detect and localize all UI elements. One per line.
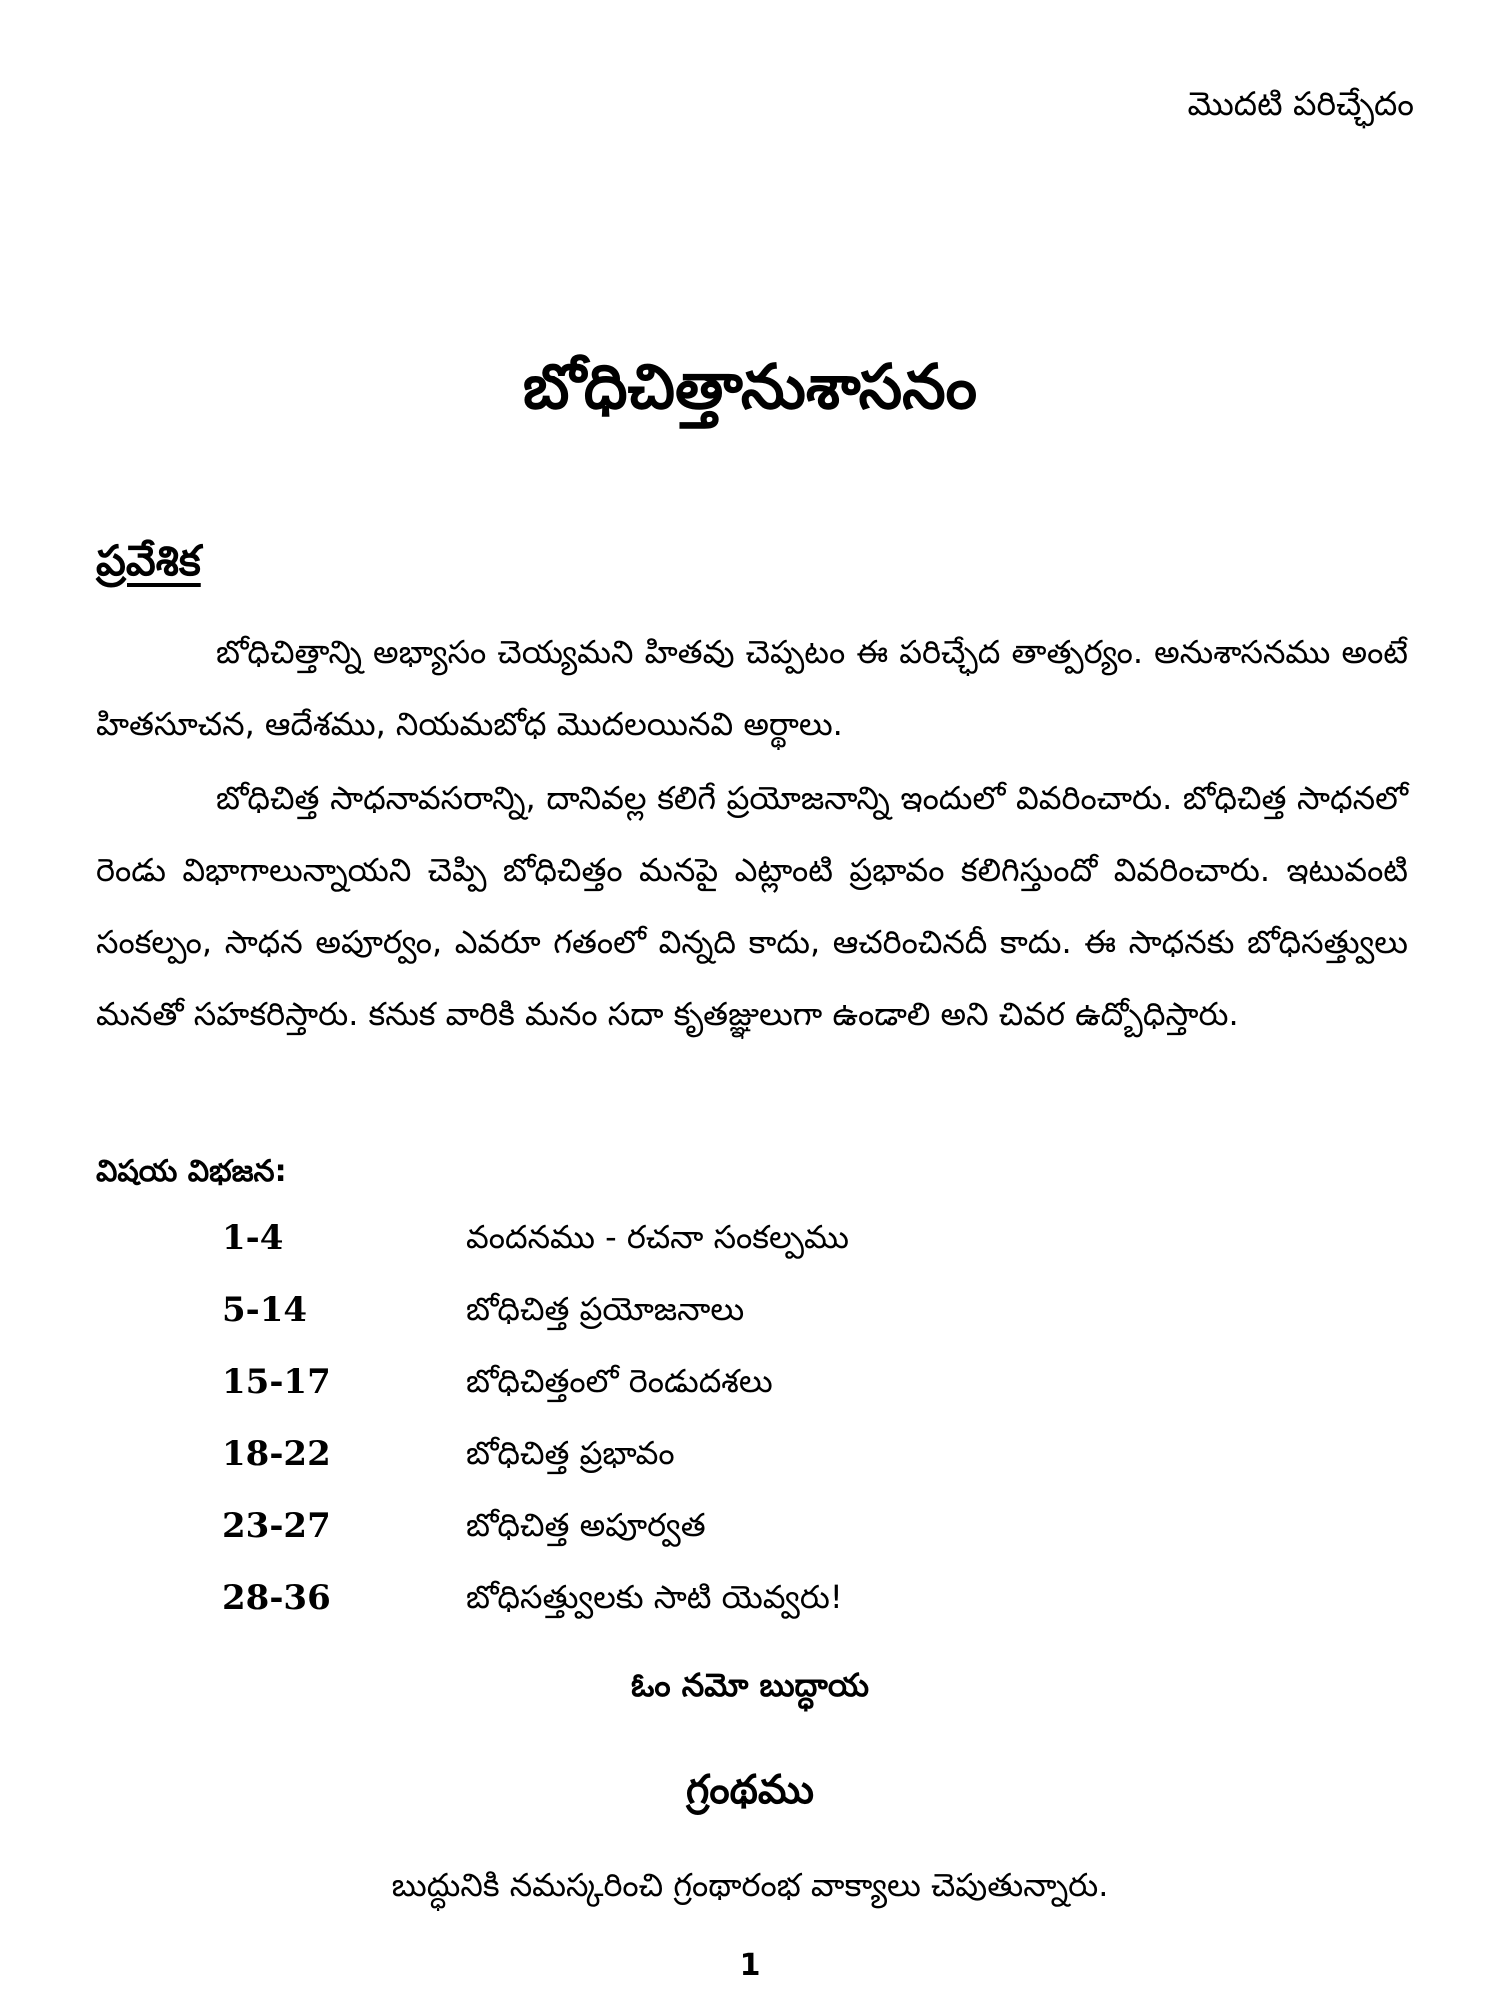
division-table [222, 1218, 849, 1650]
introduction-heading: ప్రవేశిక [96, 536, 201, 585]
division-row [222, 1218, 849, 1290]
chapter-title: బోధిచిత్తానుశాసనం [522, 350, 978, 423]
division-row [222, 1506, 849, 1578]
division-heading: విషయ విభజన: [96, 1154, 287, 1189]
verse-topic: బోధిచిత్తంలో రెండుదశలు [466, 1362, 773, 1400]
verse-topic: వందనము - రచనా సంకల్పము [466, 1218, 849, 1256]
grantha-heading: గ్రంథము [686, 1767, 814, 1813]
division-row [222, 1578, 849, 1650]
verse-topic: బోధిచిత్త ప్రభావం [466, 1434, 675, 1472]
running-header: మొదటి పరిచ్ఛేదం [1187, 84, 1414, 123]
verse-range: 1-4 [222, 1218, 284, 1258]
introduction-paragraph: బోధిచిత్తాన్ని అభ్యాసం చెయ్యమని హితవు చెప్పటం ఈ పరిచ్ఛేద తాత్పర్యం. అనుశాసనము అంటే హితసూచన, ఆదేశము, నియమబోధ మొదలయినవి అర్థాలు. [96, 633, 1408, 743]
verse-topic: బోధిచిత్త అపూర్వత [466, 1506, 706, 1544]
verse-range: 15-17 [222, 1362, 331, 1402]
division-row [222, 1290, 849, 1362]
division-row [222, 1362, 849, 1434]
verse-range: 5-14 [222, 1290, 308, 1330]
verse-range: 23-27 [222, 1506, 331, 1546]
verse-range: 28-36 [222, 1578, 331, 1618]
verse-range: 18-22 [222, 1434, 331, 1474]
invocation: ఓం నమో బుద్ధాయ [631, 1666, 869, 1704]
introduction-paragraph: బోధిచిత్త సాధనావసరాన్ని, దానివల్ల కలిగే ప్రయోజనాన్ని ఇందులో వివరించారు. బోధిచిత్త సాధనలో రెండు విభాగాలున్నాయని చెప్పి బోధిచిత్తం మనపై ఎట్లాంటి ప్రభావం కలిగిస్తుందో వివరించారు. ఇటువంటి సంకల్పం, సాధన అపూర్వం, ఎవరూ గతంలో విన్నది కాదు, ఆచరించినదీ కాదు. ఈ సాధనకు బోధిసత్త్వులు మనతో సహకరిస్తారు. కనుక వారికి మనం సదా కృతజ్ఞులుగా ఉండాలి అని చివర ఉద్బోధిస్తారు. [96, 779, 1408, 1033]
grantha-intro-line: బుద్ధునికి నమస్కరించి గ్రంథారంభ వాక్యాలు చెపుతున్నారు. [391, 1866, 1109, 1904]
verse-topic: బోధిచిత్త ప్రయోజనాలు [466, 1290, 745, 1328]
verse-topic: బోధిసత్త్వులకు సాటి యెవ్వరు! [466, 1578, 843, 1616]
page-number: 1 [739, 1948, 761, 1983]
division-row [222, 1434, 849, 1506]
introduction-body [96, 616, 1408, 1052]
